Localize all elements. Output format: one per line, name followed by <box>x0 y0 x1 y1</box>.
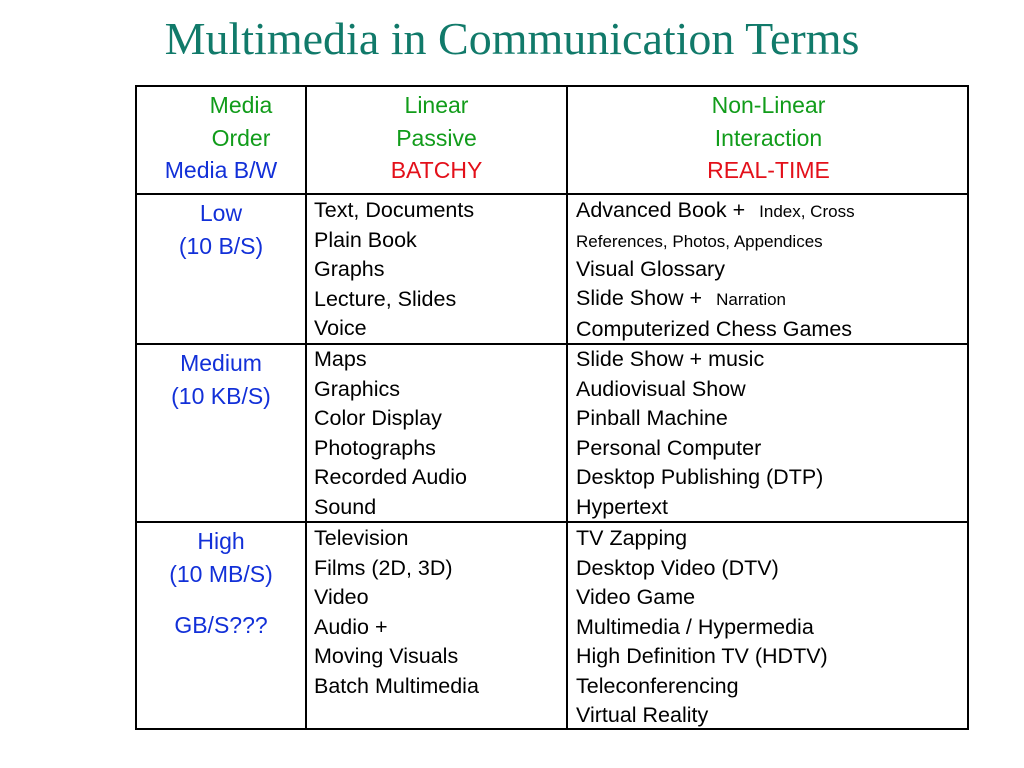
item-main-text: Slide Show + <box>576 286 703 310</box>
header-media-label: Media <box>209 92 273 118</box>
list-item: Films (2D, 3D) <box>314 555 453 580</box>
nonlinear-cell-low <box>576 196 855 344</box>
list-item: Moving Visuals <box>314 644 459 668</box>
list-item: Personal Computer <box>576 435 762 460</box>
rate-cell-medium <box>137 347 305 412</box>
slide-title: Multimedia in Communication Terms <box>164 13 860 64</box>
list-item: High Definition TV (HDTV) <box>576 644 828 668</box>
list-item: Audiovisual Show <box>576 376 746 401</box>
list-item <box>576 284 855 315</box>
row-divider <box>137 193 967 195</box>
item-detail-text: Narration <box>716 290 787 309</box>
list-item: Pinball Machine <box>576 406 728 430</box>
rate-cell-high <box>137 525 305 642</box>
list-item: Recorded Audio <box>314 465 467 489</box>
item-detail-text: Index, Cross <box>759 202 855 221</box>
header-order-label: Order <box>211 124 271 151</box>
header-passive-label: Passive <box>396 124 477 151</box>
list-item: Lecture, Slides <box>314 286 457 311</box>
list-item: Video Game <box>576 585 696 609</box>
rate-note: GB/S??? <box>174 612 268 638</box>
item-main-text: Advanced Book + <box>576 198 746 222</box>
rate-label: High <box>197 528 245 554</box>
list-item: Plain Book <box>314 227 417 252</box>
list-item: Computerized Chess Games <box>576 316 853 341</box>
terms-table <box>135 85 969 730</box>
list-item: Teleconferencing <box>576 673 739 698</box>
header-batchy-label: BATCHY <box>390 157 483 183</box>
rate-value: (10 KB/S) <box>171 382 271 409</box>
list-item: Sound <box>314 494 377 519</box>
rate-value: (10 MB/S) <box>169 560 273 587</box>
list-item <box>576 227 855 255</box>
list-item: Visual Glossary <box>576 256 725 281</box>
list-item: Desktop Publishing (DTP) <box>576 465 824 489</box>
nonlinear-cell-medium <box>576 345 823 522</box>
list-item: Multimedia / Hypermedia <box>576 614 814 639</box>
list-item: Batch Multimedia <box>314 673 479 698</box>
header-bandwidth-label: Media B/W <box>164 157 278 183</box>
list-item: Slide Show + music <box>576 347 765 371</box>
header-media-order <box>137 89 305 187</box>
nonlinear-cell-high <box>576 524 828 731</box>
row-divider <box>137 521 967 523</box>
list-item <box>576 196 855 227</box>
header-nonlinear <box>568 89 969 187</box>
rate-cell-low <box>137 197 305 262</box>
list-item: Audio + <box>314 614 388 639</box>
list-item: Video <box>314 585 369 609</box>
linear-cell-medium <box>314 345 467 522</box>
list-item: Color Display <box>314 406 442 430</box>
header-linear-label: Linear <box>404 92 469 118</box>
list-item: Hypertext <box>576 494 669 519</box>
list-item: Graphs <box>314 257 385 281</box>
list-item: Virtual Reality <box>576 703 709 727</box>
list-item: TV Zapping <box>576 526 688 550</box>
list-item: Desktop Video (DTV) <box>576 555 779 580</box>
item-detail-text: References, Photos, Appendices <box>576 231 823 251</box>
list-item: Text, Documents <box>314 198 475 222</box>
rate-label: Medium <box>180 350 262 376</box>
linear-cell-high <box>314 524 479 701</box>
list-item: Graphics <box>314 376 401 401</box>
rate-label: Low <box>199 200 243 226</box>
list-item: Television <box>314 526 409 550</box>
rate-value: (10 B/S) <box>178 232 264 259</box>
list-item: Voice <box>314 316 367 340</box>
list-item: Maps <box>314 347 367 371</box>
header-realtime-label: REAL-TIME <box>707 157 830 183</box>
header-interaction-label: Interaction <box>714 124 823 151</box>
header-nonlinear-label: Non-Linear <box>711 92 826 118</box>
list-item: Photographs <box>314 435 436 460</box>
header-linear <box>307 89 566 187</box>
linear-cell-low <box>314 196 474 344</box>
